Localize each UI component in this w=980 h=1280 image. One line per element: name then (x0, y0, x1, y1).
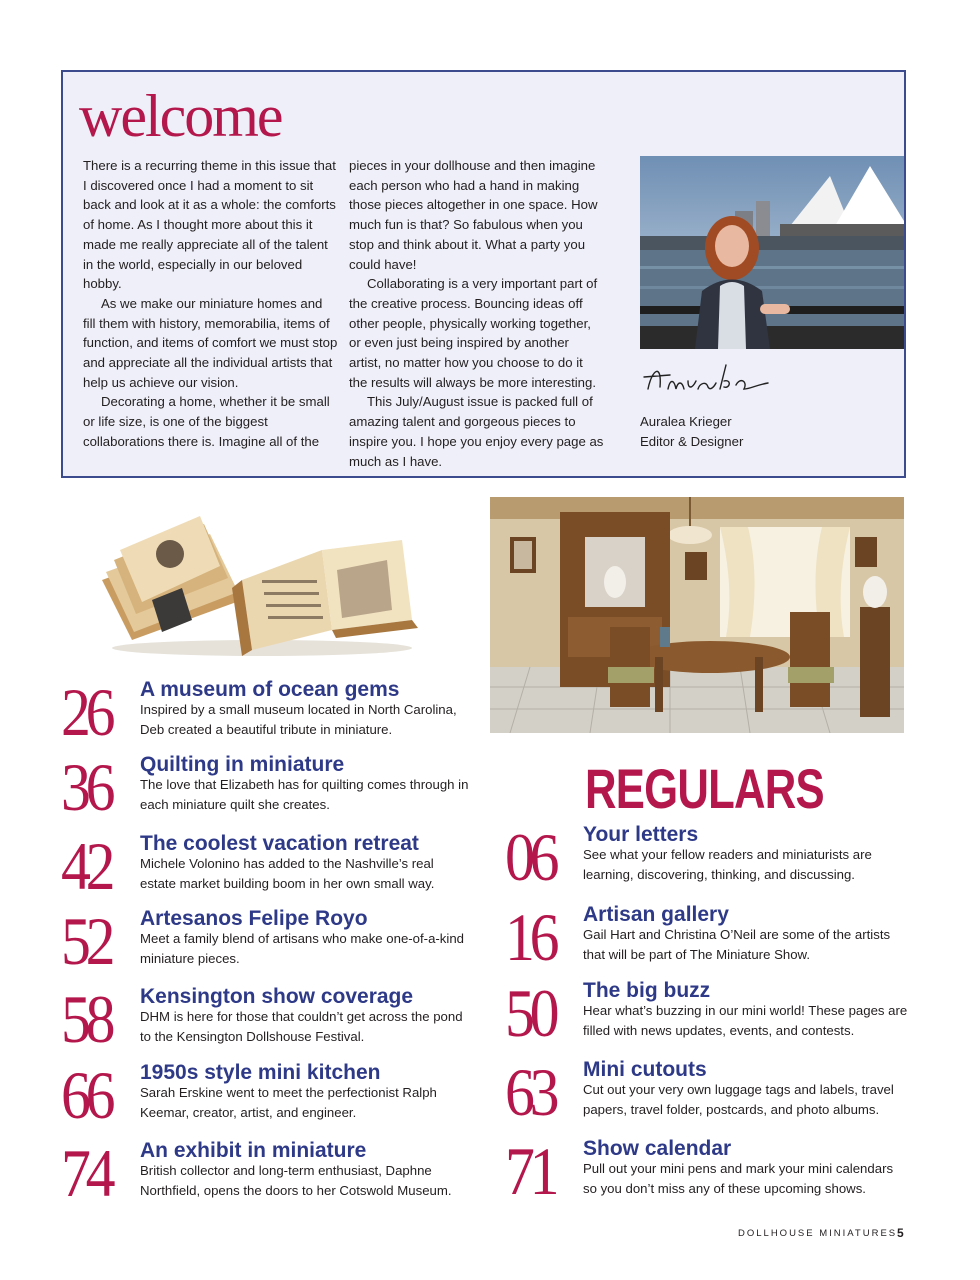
welcome-box (61, 70, 906, 478)
regular-entry[interactable] (505, 975, 915, 1051)
feature-description: The love that Elizabeth has for quilting comes through in each miniature quilt she creates. (140, 777, 469, 812)
feature-title: Artesanos Felipe Royo (140, 907, 368, 930)
feature-page-number: 66 (61, 1057, 111, 1133)
feature-page-number: 36 (61, 749, 111, 825)
feature-title: An exhibit in miniature (140, 1139, 367, 1162)
regular-title: Show calendar (583, 1137, 732, 1160)
feature-description: DHM is here for those that couldn’t get across the pond to the Kensington Dollshouse Festival. (140, 1009, 463, 1044)
regular-description: Gail Hart and Christina O’Neil are some of the artists that will be part of The Miniature Show. (583, 927, 891, 962)
feature-entry[interactable] (61, 828, 481, 904)
feature-description: Meet a family blend of artisans who make one-of-a-kind miniature pieces. (140, 931, 464, 966)
magazine-name: DOLLHOUSE MINIATURES (738, 1228, 898, 1239)
regular-entry[interactable] (505, 819, 915, 895)
feature-page-number: 52 (61, 903, 111, 979)
regular-page-number: 71 (505, 1133, 555, 1209)
feature-page-number: 74 (61, 1135, 111, 1211)
welcome-paragraph: Decorating a home, whether it be small or life size, is one of the biggest collaborations there is. Imagine all of the (83, 394, 330, 449)
feature-page-number: 26 (61, 674, 111, 750)
welcome-paragraph: There is a recurring theme in this issue that I discovered once I had a moment to sit back and look at it as a whole: the comforts of home. As I thought more about this it made me really appreciate all of the talent in the world, especially in our beloved hobby. (83, 158, 336, 292)
page-number: 5 (897, 1226, 904, 1240)
feature-entry[interactable] (61, 749, 481, 825)
feature-description: Sarah Erskine went to meet the perfectionist Ralph Keemar, creator, artist, and engineer. (140, 1085, 437, 1120)
feature-title: 1950s style mini kitchen (140, 1061, 381, 1084)
feature-description: Michele Volonino has added to the Nashville’s real estate market building boom in her own small way. (140, 856, 435, 891)
feature-description: British collector and long-term enthusiast, Daphne Northfield, opens the doors to her Cotswold Museum. (140, 1163, 452, 1198)
regulars-heading: REGULARS (585, 757, 824, 820)
feature-title: A museum of ocean gems (140, 678, 400, 701)
feature-description: Inspired by a small museum located in North Carolina, Deb created a beautiful tribute in miniature. (140, 702, 457, 737)
books-photo (92, 510, 420, 660)
regular-entry[interactable] (505, 899, 915, 975)
regular-entry[interactable] (505, 1054, 915, 1130)
regular-page-number: 16 (505, 899, 555, 975)
signature (640, 359, 790, 403)
regular-page-number: 50 (505, 975, 555, 1051)
welcome-title: welcome (79, 83, 282, 149)
regular-description: See what your fellow readers and miniaturists are learning, discovering, thinking, and discussing. (583, 847, 872, 882)
regular-title: The big buzz (583, 979, 711, 1002)
editor-name: Auralea Krieger (640, 414, 732, 429)
dollhouse-room-photo (490, 497, 904, 733)
feature-title: The coolest vacation retreat (140, 832, 419, 855)
feature-entry[interactable] (61, 674, 481, 750)
regular-page-number: 63 (505, 1054, 555, 1130)
regular-page-number: 06 (505, 819, 555, 895)
regular-description: Hear what’s buzzing in our mini world! These pages are filled with news updates, events, and contests. (583, 1003, 908, 1038)
feature-title: Quilting in miniature (140, 753, 345, 776)
regular-title: Artisan gallery (583, 903, 729, 926)
feature-entry[interactable] (61, 981, 481, 1057)
regular-description: Cut out your very own luggage tags and labels, travel papers, travel folder, postcards, and photo albums. (583, 1082, 894, 1117)
welcome-paragraph: pieces in your dollhouse and then imagine each person who had a hand in making those pieces altogether in one space. How much fun is that? So fabulous when you stop and think about it. What a party you could have! (349, 158, 598, 272)
welcome-column-1 (83, 156, 338, 452)
welcome-paragraph: Collaborating is a very important part of the creative process. Bouncing ideas off other people, physically working together, or even just being inspired by another artist, no matter how you choose to do it the results will always be more interesting. (349, 276, 598, 390)
editor-photo (640, 156, 904, 349)
feature-page-number: 42 (61, 828, 111, 904)
feature-title: Kensington show coverage (140, 985, 414, 1008)
regular-title: Your letters (583, 823, 699, 846)
regular-entry[interactable] (505, 1133, 915, 1209)
editor-role: Editor & Designer (640, 434, 744, 449)
feature-entry[interactable] (61, 1057, 481, 1133)
welcome-column-2 (349, 156, 604, 471)
welcome-paragraph: As we make our miniature homes and fill them with history, memorabilia, items of function, and items of comfort we must stop and appreciate all the individual artists that help us achieve our vision. (83, 295, 338, 390)
welcome-paragraph: This July/August issue is packed full of amazing talent and gorgeous pieces to inspire you. I hope you enjoy every page as much as I have. (349, 394, 604, 469)
feature-page-number: 58 (61, 981, 111, 1057)
regular-description: Pull out your mini pens and mark your mini calendars so you don’t miss any of these upcoming shows. (583, 1161, 894, 1196)
feature-entry[interactable] (61, 903, 481, 979)
feature-entry[interactable] (61, 1135, 481, 1211)
regular-title: Mini cutouts (583, 1058, 707, 1081)
